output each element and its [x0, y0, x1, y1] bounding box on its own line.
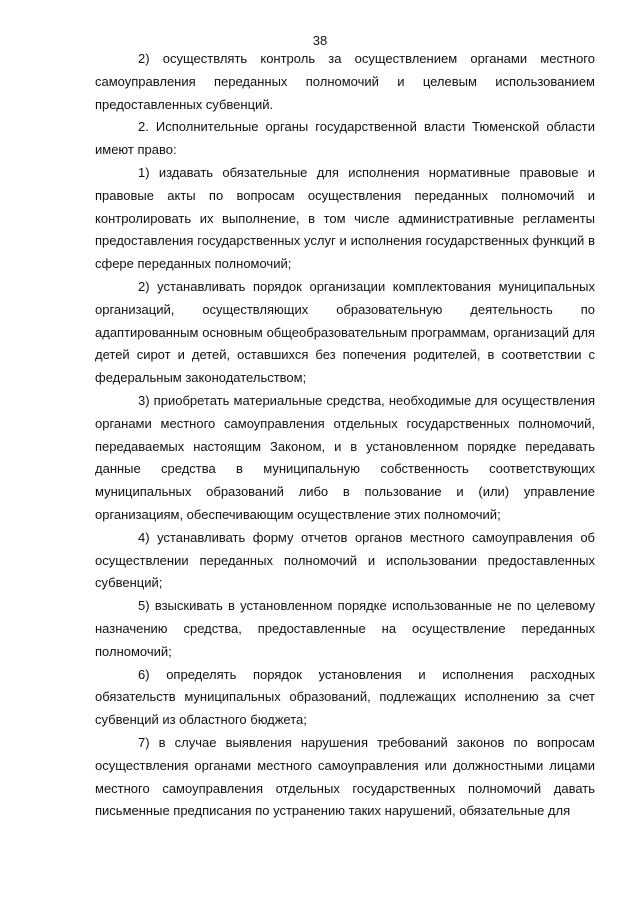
paragraph-item-1-issue-acts: 1) издавать обязательные для исполнения нормативные правовые и правовые акты по вопросам осуществления переданных полномочий и контролировать их выполнение, в том числе административные регламенты предоставления государственных услуг и исполнения государственных функций в сфере переданных полномочий;: [95, 164, 595, 272]
paragraph-item-3-material-means: 3) приобретать материальные средства, необходимые для осуществления органами местного самоуправления отдельных государственных полномочий, передаваемых настоящим Законом, и в установленном порядке передавать данные средства в муниципальную собственность соответствующих муниципальных образований либо в пользование и (или) управление организациям, обеспечивающим осуществление этих полномочий;: [95, 392, 595, 522]
paragraph-item-4-report-form: 4) устанавливать форму отчетов органов местного самоуправления об осуществлении переданных полномочий и использовании предоставленных субвенций;: [95, 529, 595, 591]
paragraph-section-2-rights: 2. Исполнительные органы государственной власти Тюменской области имеют право:: [95, 119, 595, 158]
paragraph-item-7-violations: 7) в случае выявления нарушения требований законов по вопросам осуществления органами местного самоуправления или должностными лицами местного самоуправления отдельных государственных полномочий давать письменные предписания по устранению таких нарушений, обязательные для: [95, 734, 595, 819]
document-body: [95, 48, 595, 823]
paragraph-item-2-staffing-order: 2) устанавливать порядок организации комплектования муниципальных организаций, осуществляющих образовательную деятельность по адаптированным основным общеобразовательным программам, организаций для детей сирот и детей, оставшихся без попечения родителей, в соответствии с федеральным законодательством;: [95, 278, 595, 386]
paragraph-item-6-expenditure-obligations: 6) определять порядок установления и исполнения расходных обязательств муниципальных образований, подлежащих исполнению за счет субвенций из областного бюджета;: [95, 666, 595, 728]
paragraph-item-2-control: 2) осуществлять контроль за осуществлением органами местного самоуправления переданных полномочий и целевым использованием предоставленных субвенций.: [95, 51, 595, 112]
paragraph-item-5-recover-funds: 5) взыскивать в установленном порядке использованные не по целевому назначению средства, предоставленные на осуществление переданных полномочий;: [95, 598, 595, 659]
page-number: 38: [312, 33, 328, 48]
